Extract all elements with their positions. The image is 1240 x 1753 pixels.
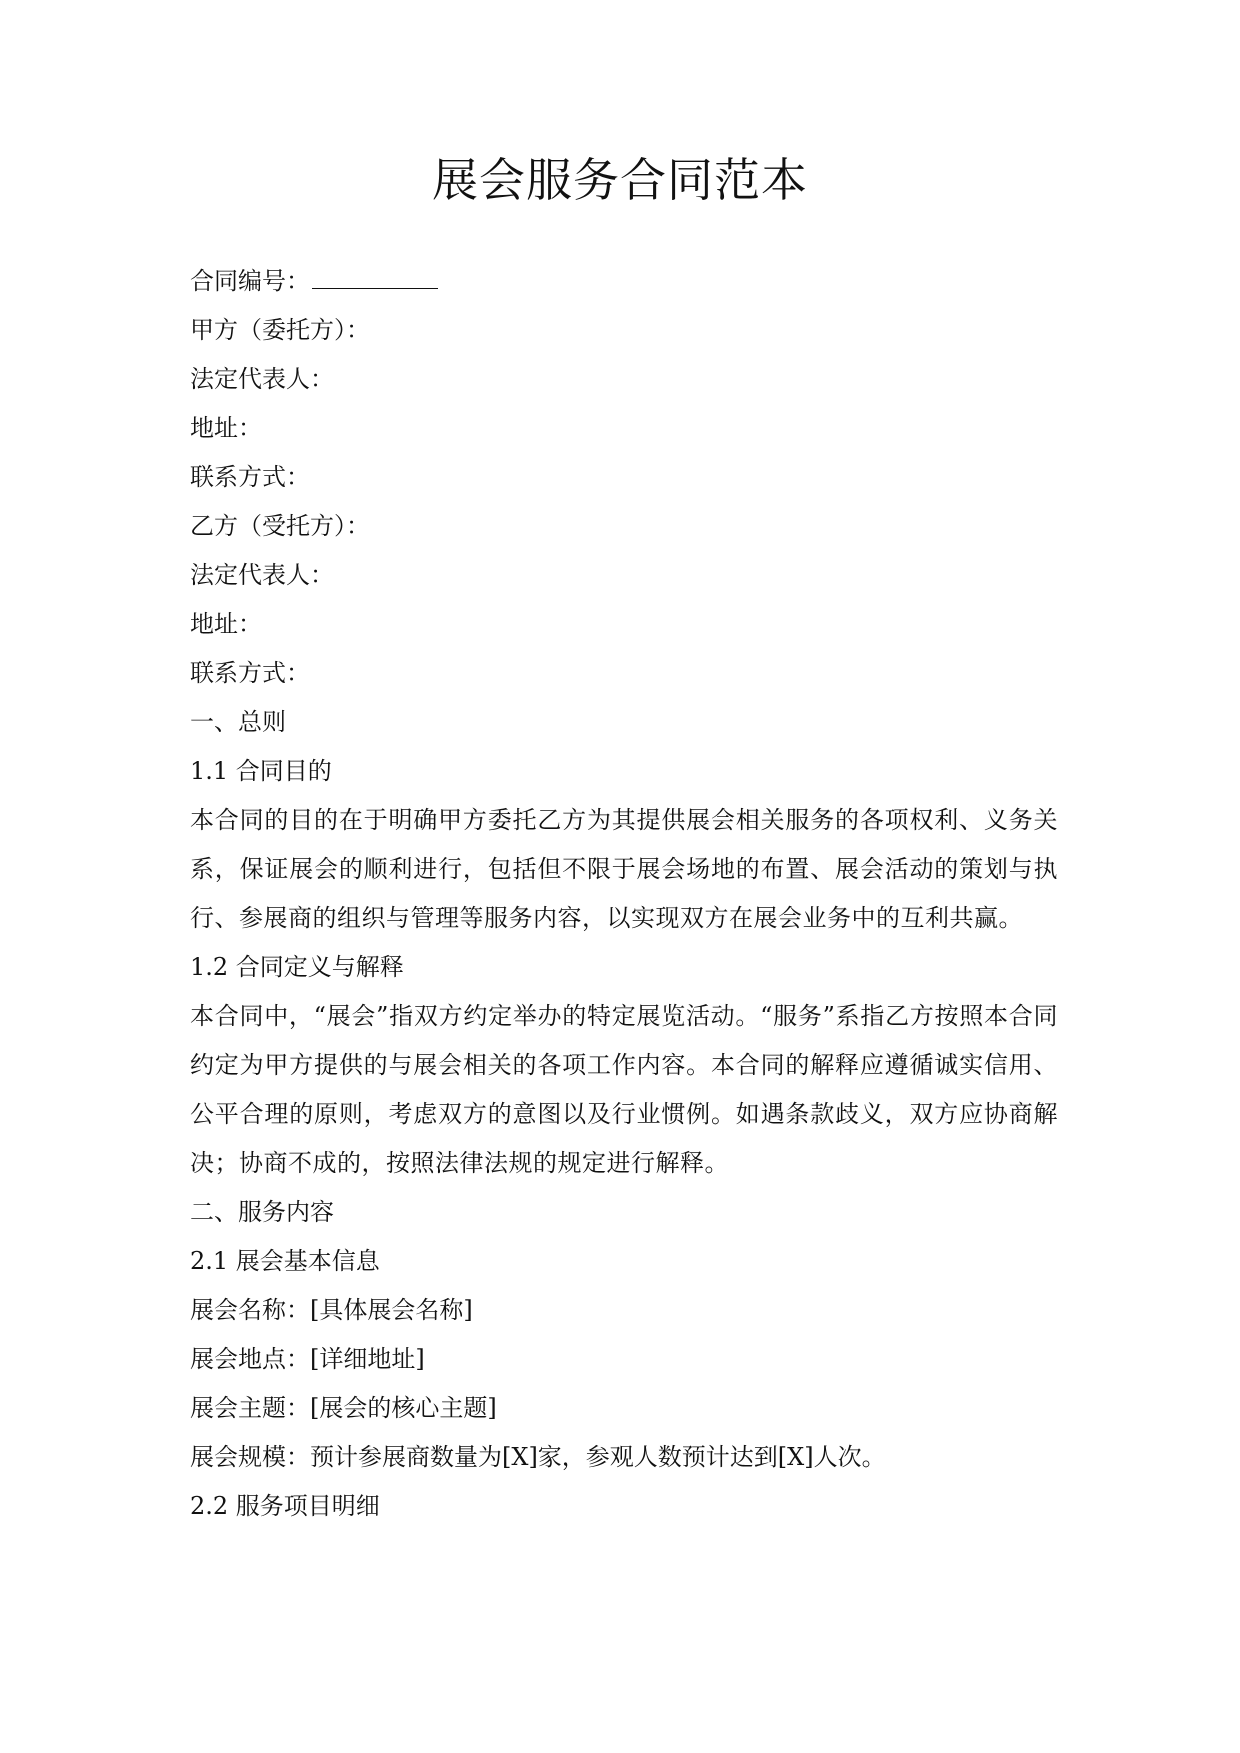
party-b-contact: 联系方式： [190,659,310,687]
contract-number-line [190,257,1058,306]
party-a-representative: 法定代表人： [190,365,334,393]
section-2-1-heading: 2.1 展会基本信息 [190,1247,380,1275]
party-a-address: 地址： [190,414,262,442]
expo-location-line: 展会地点：[详细地址] [190,1345,425,1373]
section-1-heading: 一、总则 [190,708,286,736]
contract-number-blank [312,264,438,289]
contract-number-label: 合同编号： [190,267,310,295]
party-a-line: 甲方（委托方）： [190,316,370,344]
party-b-representative: 法定代表人： [190,561,334,589]
expo-scale-line: 展会规模：预计参展商数量为[X]家，参观人数预计达到[X]人次。 [190,1443,886,1471]
expo-theme-line: 展会主题：[展会的核心主题] [190,1394,497,1422]
document-title: 展会服务合同范本 [432,153,808,207]
expo-name-line: 展会名称：[具体展会名称] [190,1296,473,1324]
party-b-line: 乙方（受托方）： [190,512,370,540]
section-1-1-paragraph: 本合同的目的在于明确甲方委托乙方为其提供展会相关服务的各项权利、义务关系，保证展会的顺利进行，包括但不限于展会场地的布置、展会活动的策划与执行、参展商的组织与管理等服务内容，以实现双方在展会业务中的互利共赢。 [190,806,1058,932]
section-1-1-heading: 1.1 合同目的 [190,757,332,785]
section-1-2-heading: 1.2 合同定义与解释 [190,953,404,981]
party-b-address: 地址： [190,610,262,638]
section-1-2-paragraph: 本合同中，“展会”指双方约定举办的特定展览活动。“服务”系指乙方按照本合同约定为甲方提供的与展会相关的各项工作内容。本合同的解释应遵循诚实信用、公平合理的原则，考虑双方的意图以及行业惯例。如遇条款歧义，双方应协商解决；协商不成的，按照法律法规的规定进行解释。 [190,1002,1058,1177]
section-2-2-heading: 2.2 服务项目明细 [190,1492,380,1520]
section-2-heading: 二、服务内容 [190,1198,334,1226]
party-a-contact: 联系方式： [190,463,310,491]
document-body [190,257,1058,1531]
